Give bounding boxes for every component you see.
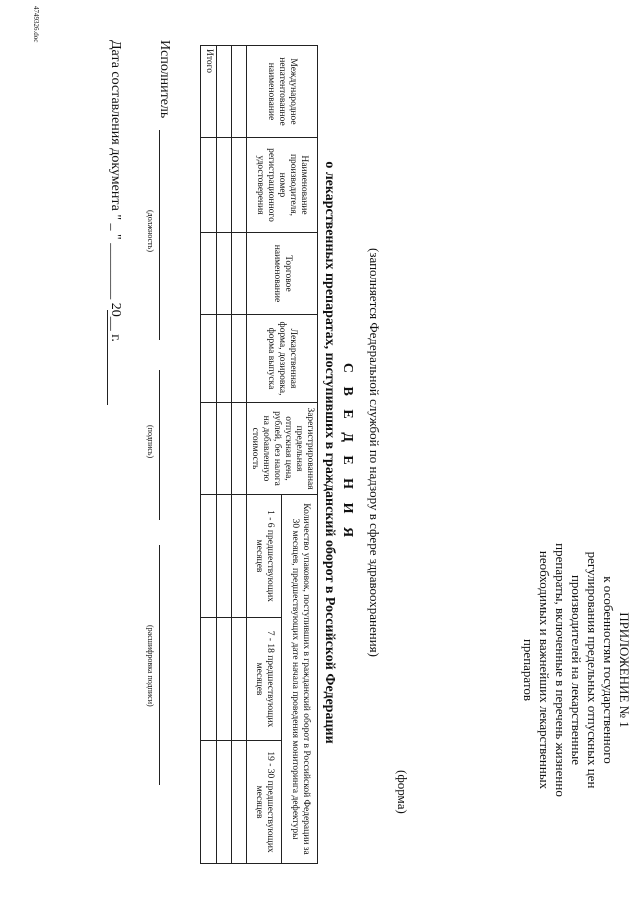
table-cell[interactable] (201, 495, 217, 618)
table-cell[interactable] (217, 618, 232, 741)
table-cell[interactable] (217, 495, 232, 618)
appendix-header (520, 495, 632, 845)
total-row (201, 46, 217, 864)
table-cell[interactable] (217, 315, 232, 403)
date-label: Дата составления документа " _ " ________ 20__ г. (108, 40, 123, 342)
appendix-line: необходимых и важнейших лекарственных (537, 550, 552, 790)
header-period-3: 19 - 30 предшествующих месяцев (247, 741, 283, 864)
total-label: Итого (201, 46, 217, 138)
appendix-line: производителей на лекарственные (569, 574, 584, 766)
table-cell[interactable] (232, 46, 247, 138)
table-row (232, 46, 247, 864)
header-period-2: 7 - 18 предшествующих месяцев (247, 618, 283, 741)
header-registered-price: Зарегистрированная предельная отпускная цена, рублей, без налога на добавленную стоимость (247, 403, 318, 495)
table-cell[interactable] (232, 233, 247, 315)
decoding-line[interactable] (159, 545, 160, 785)
date-extra-line[interactable] (107, 310, 108, 405)
header-inn: Международное непатентованное наименование (247, 46, 318, 138)
table-header-row (282, 46, 318, 864)
position-line[interactable] (159, 130, 160, 340)
form-label: (форма) (395, 770, 410, 814)
table-cell[interactable] (232, 618, 247, 741)
table-cell[interactable] (232, 495, 247, 618)
header-manufacturer: Наименование производителя, номер регистрационного удостоверения (247, 138, 318, 233)
appendix-line: регулирования предельных отпускных цен (585, 551, 600, 789)
footer-filename: 4749326.doc (32, 6, 40, 43)
document-subtitle: о лекарственных препаратах, поступивших в гражданский оборот в Российской Федерации (322, 161, 337, 744)
document-title: С В Е Д Е Н И Я (340, 362, 355, 543)
table-cell[interactable] (232, 138, 247, 233)
table-cell[interactable] (217, 233, 232, 315)
table-cell[interactable] (217, 741, 232, 864)
table-cell[interactable] (217, 138, 232, 233)
decoding-caption: (расшифровка подписи) (146, 625, 155, 707)
table-row (217, 46, 232, 864)
position-caption: (должность) (146, 210, 155, 252)
table-cell[interactable] (201, 315, 217, 403)
drugs-table (200, 45, 318, 864)
table-cell[interactable] (201, 233, 217, 315)
table-cell[interactable] (201, 138, 217, 233)
filled-by-note: (заполняется Федеральной службой по надзору в сфере здравоохранения) (367, 248, 382, 657)
header-quantity-group: Количество упаковок, поступивших в гражданский оборот в Российской Федерации за 30 месяцев, предшествующих дате начала проведения мониторинга дефектуры (282, 495, 318, 864)
table-cell[interactable] (232, 403, 247, 495)
header-period-1: 1 - 6 предшествующих месяцев (247, 495, 283, 618)
table-cell[interactable] (217, 46, 232, 138)
table-cell[interactable] (232, 315, 247, 403)
appendix-line: к особенностям государственного (601, 576, 616, 764)
header-dosage-form: Лекарственная форма, дозировка, форма выпуска (247, 315, 318, 403)
table-cell[interactable] (201, 403, 217, 495)
executor-label: Исполнитель (157, 40, 172, 119)
table-cell[interactable] (201, 741, 217, 864)
header-trade-name: Торговое наименование (247, 233, 318, 315)
appendix-line: препаратов (521, 638, 536, 702)
table-cell[interactable] (201, 618, 217, 741)
table-cell[interactable] (217, 403, 232, 495)
appendix-line: ПРИЛОЖЕНИЕ № 1 (617, 612, 632, 728)
appendix-line: препараты, включенные в перечень жизненно (553, 543, 568, 797)
table-cell[interactable] (232, 741, 247, 864)
signature-caption: (подпись) (146, 425, 155, 459)
signature-line[interactable] (159, 370, 160, 520)
